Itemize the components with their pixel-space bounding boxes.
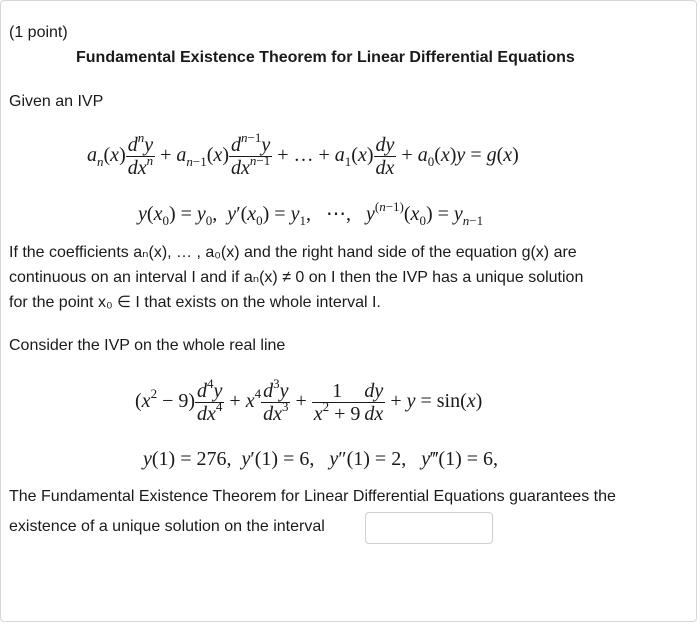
specific-ode-equation: $(x^2 - 9)$ $\frac{d^4y}{dx^4}$ + $x^4$ $\frac{d^3y}{dx^3}$ + $\frac{1}{x^2 + 9}$ $\frac{dy}{dx}$ + y = sin(x) xyxy=(135,376,483,425)
conclusion-line-1: The Fundamental Existence Theorem for Linear Differential Equations guarantees the xyxy=(9,488,616,505)
consider-label: Consider the IVP on the whole real line xyxy=(9,337,286,354)
theorem-line-3: for the point x₀ ∈ I that exists on the whole interval I. xyxy=(9,294,381,311)
specific-initial-conditions: y(1) = 276, y′(1) = 6, y″(1) = 2, y‴(1) = 6, xyxy=(143,448,499,470)
theorem-line-2: continuous on an interval I and if aₙ(x) ≠ 0 on I then the IVP has a unique solution xyxy=(9,269,584,286)
general-ode-equation: $a_n(x)$ $\frac{d^ny}{dx^n}$ + $a_{n-1}(x)$ $\frac{d^{n-1}y}{dx^{n-1}}$ + … + $a_1(x)$ $\frac{dy}{dx}$ + $a_0(x)y = g(x)$ xyxy=(87,130,519,179)
question-title: Fundamental Existence Theorem for Linear Differential Equations xyxy=(76,49,575,66)
theorem-line-1: If the coefficients aₙ(x), … , a₀(x) and the right hand side of the equation g(x) are xyxy=(9,244,577,261)
interval-answer-input[interactable] xyxy=(365,512,493,544)
general-initial-conditions: $y(x_0) = y_0$, $y'(x_0) = y_1$, ⋯, $y^{(n-1)}(x_0) = y_{n-1}$ xyxy=(138,199,484,228)
points-label: (1 point) xyxy=(9,24,68,41)
given-label: Given an IVP xyxy=(9,93,104,110)
conclusion-line-2: existence of a unique solution on the interval xyxy=(9,518,325,535)
